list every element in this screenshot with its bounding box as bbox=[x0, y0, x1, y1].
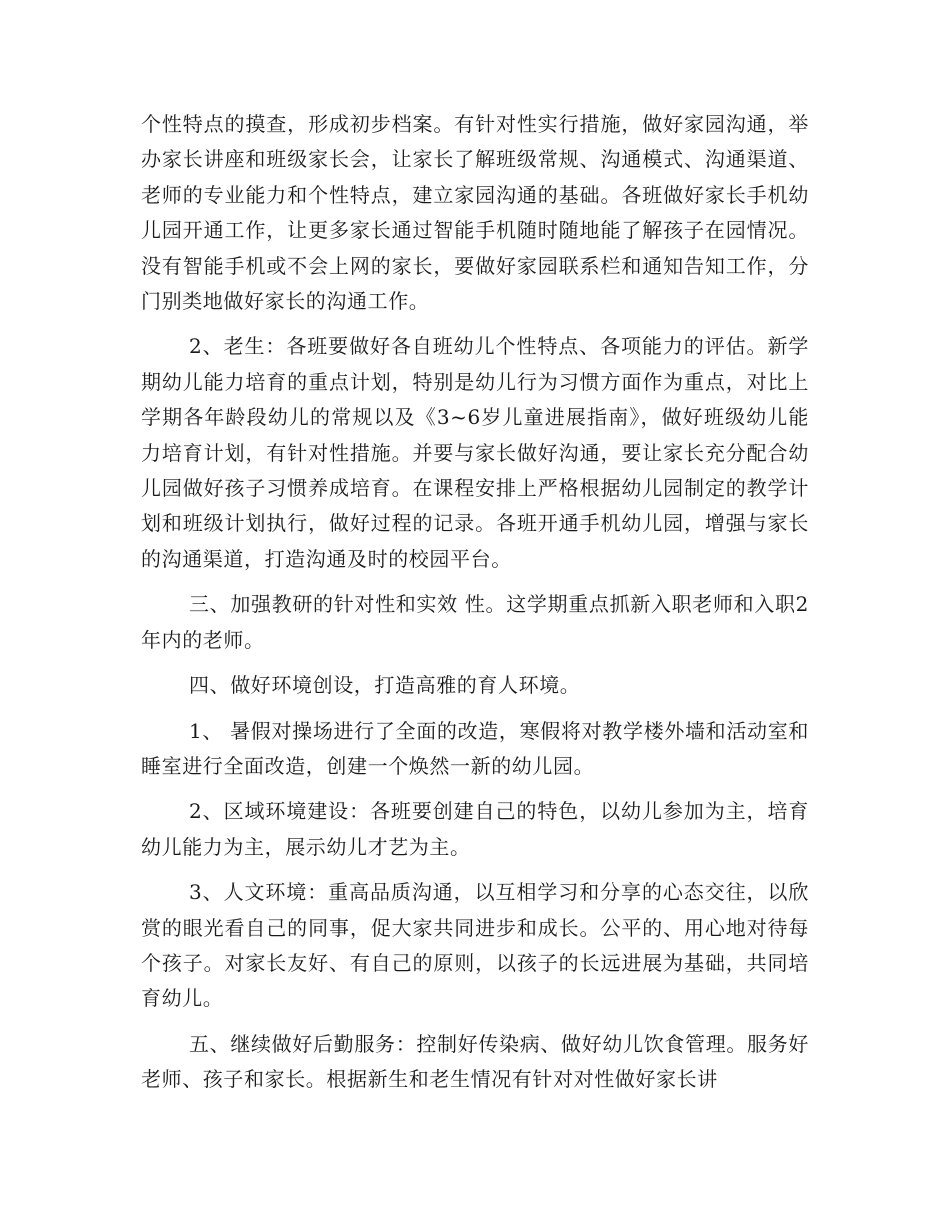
paragraph-humanistic-environment: 3、人文环境：重高品质沟通，以互相学习和分享的心态交往，以欣赏的眼光看自己的同事，促大家共同进步和成长。公平的、用心地对待每个孩子。对家长友好、有自己的原则，以孩子的长远进展为基础，共同培育幼儿。 bbox=[141, 880, 809, 1011]
paragraph-parent-communication: 个性特点的摸查，形成初步档案。有针对性实行措施，做好家园沟通，举办家长讲座和班级家长会，让家长了解班级常规、沟通模式、沟通渠道、老师的专业能力和个性特点，建立家园沟通的基础。各班做好家长手机幼儿园开通工作，让更多家长通过智能手机随时随地能了解孩子在园情况。没有智能手机或不会上网的家长，要做好家园联系栏和通知告知工作，分门别类地做好家长的沟通工作。 bbox=[141, 112, 809, 314]
paragraph-logistics-service: 五、继续做好后勤服务：控制好传染病、做好幼儿饮食管理。服务好老师、孩子和家长。根据新生和老生情况有针对对性做好家长讲 bbox=[141, 1031, 809, 1092]
paragraph-area-environment: 2、区域环境建设：各班要创建自己的特色，以幼儿参加为主，培育幼儿能力为主，展示幼儿才艺为主。 bbox=[141, 799, 809, 859]
paragraph-teaching-research: 三、加强教研的针对性和实效 性。这学期重点抓新入职老师和入职2年内的老师。 bbox=[141, 592, 809, 652]
paragraph-returning-students: 2、老生：各班要做好各自班幼儿个性特点、各项能力的评估。新学期幼儿能力培育的重点计划，特别是幼儿行为习惯方面作为重点，对比上学期各年龄段幼儿的常规以及《3~6岁儿童进展指南》，做好班级幼儿能力培育计划，有针对性措施。并要与家长做好沟通，要让家长充分配合幼儿园做好孩子习惯养成培育。在课程安排上严格根据幼儿园制定的教学计划和班级计划执行，做好过程的记录。各班开通手机幼儿园，增强与家长的沟通渠道，打造沟通及时的校园平台。 bbox=[141, 334, 809, 571]
paragraph-renovation: 1、 暑假对操场进行了全面的改造，寒假将对教学楼外墙和活动室和睡室进行全面改造，创建一个焕然一新的幼儿园。 bbox=[141, 718, 809, 778]
document-body bbox=[141, 107, 809, 1108]
paragraph-environment-heading: 四、做好环境创设，打造高雅的育人环境。 bbox=[189, 673, 581, 698]
